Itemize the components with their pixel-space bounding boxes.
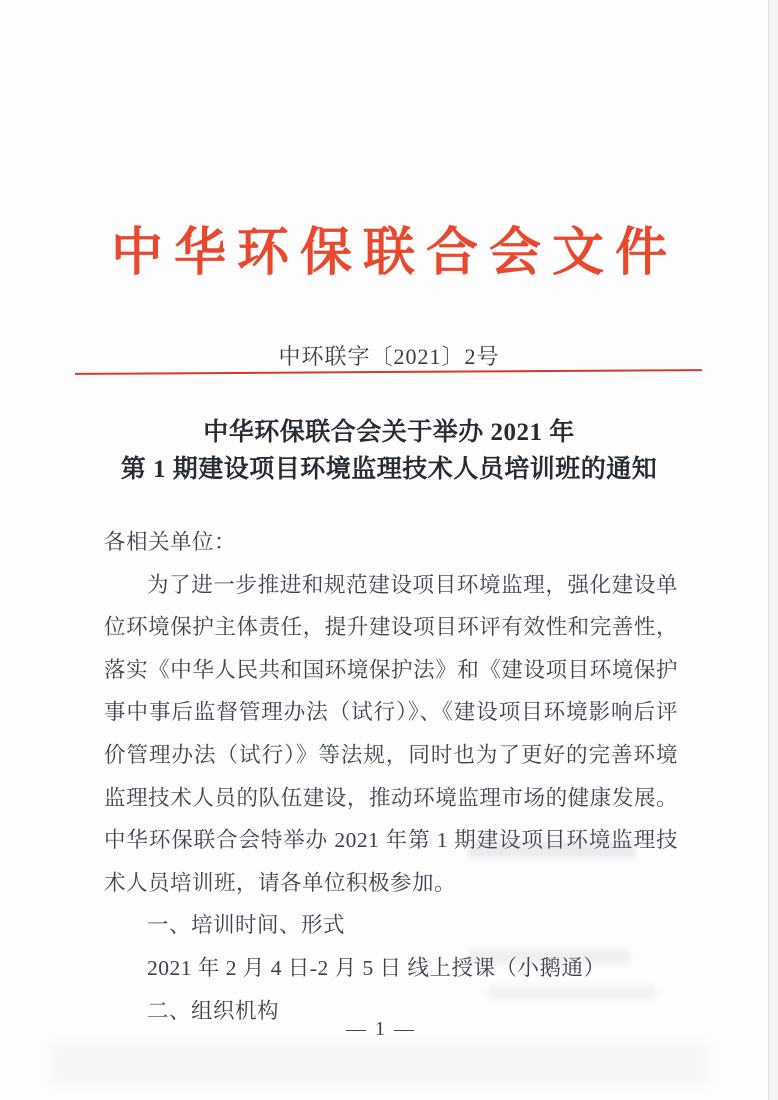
body-line: 位环境保护主体责任，提升建设项目环评有效性和完善性， [104,615,678,640]
scan-bleedthrough-artifact [468,841,636,858]
body-line: 事中事后监督管理办法（试行）》、《建设项目环境影响后评 [104,700,678,725]
letterhead-title: 中华环保联合会文件 [110,225,678,282]
scan-noise-band [50,1042,708,1086]
notice-title-line-2: 第 1 期建设项目环境监理技术人员培训班的通知 [120,456,658,483]
body-line-section-2: 二、组织机构 [147,998,280,1023]
body-line: 术人员培训班，请各单位积极参加。 [104,870,457,895]
scan-page-edge [768,0,778,1100]
notice-title-line-1: 中华环保联合会关于举办 2021 年 [203,419,575,446]
document-reference-number: 中环联字〔2021〕2号 [278,344,500,369]
page-number: — 1 — [346,1018,416,1040]
body-line: 中华环保联合会特举办 2021 年第 1 期建设项目环境监理技 [104,828,678,853]
body-line: 监理技术人员的队伍建设，推动环境监理市场的健康发展。 [104,785,678,810]
scan-bleedthrough-artifact [468,949,630,964]
body-line: 价管理办法（试行）》等法规，同时也为了更好的完善环境 [104,742,678,767]
body-line-salutation: 各相关单位： [104,530,237,554]
notice-title [0,414,778,488]
scan-bleedthrough-artifact [488,986,656,999]
body-line-section-1: 一、培训时间、形式 [147,913,346,938]
body-line-schedule: 2021 年 2 月 4 日-2 月 5 日 线上授课（小鹅通） [147,955,606,980]
body-line: 为了进一步推进和规范建设项目环境监理，强化建设单 [147,572,678,597]
body-line: 落实《中华人民共和国环境保护法》和《建设项目环境保护 [104,657,678,682]
